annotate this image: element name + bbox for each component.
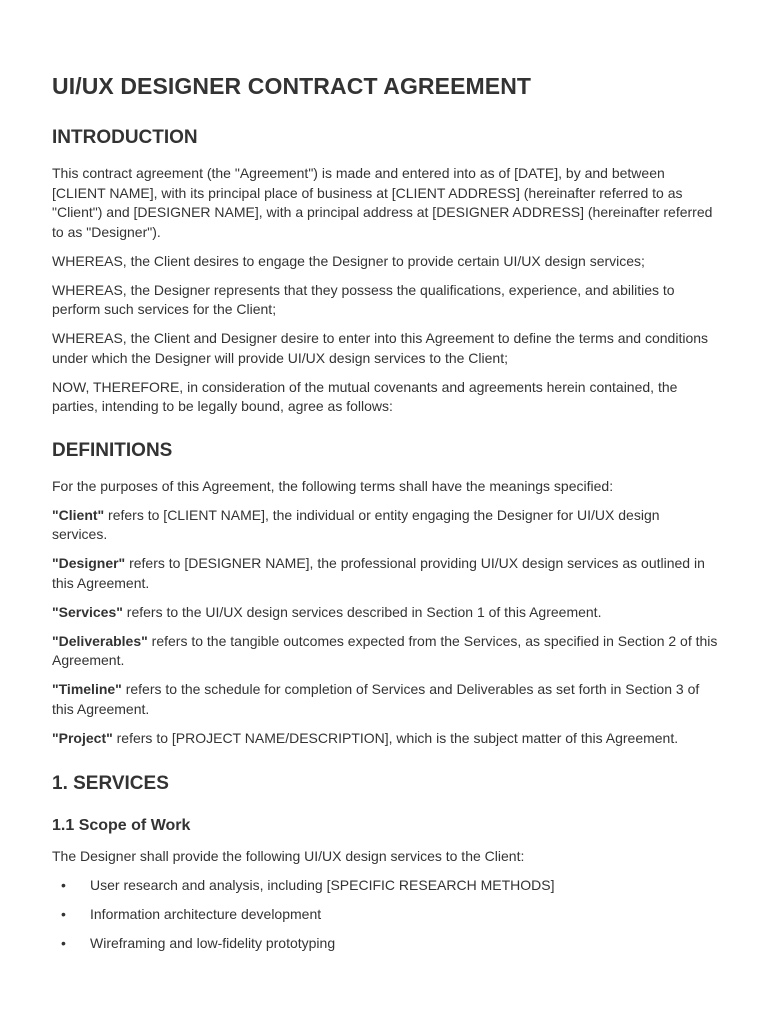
definition-timeline: [52, 680, 718, 719]
definitions-lead: For the purposes of this Agreement, the following terms shall have the meanings specified:: [52, 477, 614, 494]
whereas-paragraph: WHEREAS, the Client and Designer desire to enter into this Agreement to define the terms and conditions under which the Designer will provide UI/UX design services to the Client;: [52, 330, 709, 366]
definition-services: [52, 603, 718, 623]
bullet-icon: •: [61, 935, 66, 951]
now-therefore-paragraph: NOW, THEREFORE, in consideration of the mutual covenants and agreements herein contained, the parties, intending to be legally bound, agree as follows:: [52, 378, 678, 414]
scope-of-work-heading: 1.1 Scope of Work: [52, 817, 191, 834]
whereas-paragraph: WHEREAS, the Client desires to engage the Designer to provide certain UI/UX design services;: [52, 252, 645, 269]
list-item: [52, 905, 718, 925]
list-item-text: Information architecture development: [90, 906, 322, 922]
definition-text: refers to [DESIGNER NAME], the professional providing UI/UX design services as outlined in this Agreement.: [52, 555, 705, 591]
scope-lead: The Designer shall provide the following UI/UX design services to the Client:: [52, 848, 525, 864]
definitions-heading: DEFINITIONS: [52, 439, 173, 461]
services-heading: 1. SERVICES: [52, 773, 169, 794]
list-item-text: Wireframing and low-fidelity prototyping: [90, 935, 336, 951]
list-item: [52, 876, 718, 896]
definition-text: refers to the UI/UX design services described in Section 1 of this Agreement.: [122, 603, 602, 620]
bullet-icon: •: [61, 877, 66, 893]
definition-client: [52, 506, 718, 545]
definition-term: "Project": [52, 729, 113, 746]
introduction-heading: INTRODUCTION: [52, 127, 198, 148]
intro-paragraph: This contract agreement (the "Agreement") is made and entered into as of [DATE], by and between [CLIENT NAME], with its principal place of business at [CLIENT ADDRESS] (hereinafter referred to as "Client") and [DESIGNER NAME], with a principal address at [DESIGNER ADDRESS] (hereinafter referred to as "Designer").: [52, 165, 713, 240]
definition-text: refers to [CLIENT NAME], the individual or entity engaging the Designer for UI/UX design services.: [52, 506, 660, 542]
definition-term: "Deliverables": [52, 632, 148, 649]
definition-term: "Services": [52, 603, 123, 620]
list-item: [52, 934, 718, 954]
document-title: UI/UX DESIGNER CONTRACT AGREEMENT: [52, 73, 532, 99]
whereas-paragraph: WHEREAS, the Designer represents that they possess the qualifications, experience, and abilities to perform such services for the Client;: [52, 281, 675, 317]
bullet-icon: •: [61, 906, 66, 922]
definition-text: refers to [PROJECT NAME/DESCRIPTION], which is the subject matter of this Agreement.: [112, 729, 679, 746]
scope-bullet-list: [52, 876, 718, 954]
definition-deliverables: [52, 632, 718, 671]
definition-designer: [52, 554, 718, 593]
definition-term: "Client": [52, 506, 105, 523]
definition-term: "Timeline": [52, 681, 122, 697]
definition-term: "Designer": [52, 555, 126, 571]
list-item-text: User research and analysis, including [SPECIFIC RESEARCH METHODS]: [90, 877, 555, 893]
definition-text: refers to the tangible outcomes expected from the Services, as specified in Section 2 of this Agreement.: [52, 632, 718, 668]
definition-project: [52, 729, 718, 749]
definition-text: refers to the schedule for completion of Services and Deliverables as set forth in Section 3 of this Agreement.: [52, 681, 700, 717]
